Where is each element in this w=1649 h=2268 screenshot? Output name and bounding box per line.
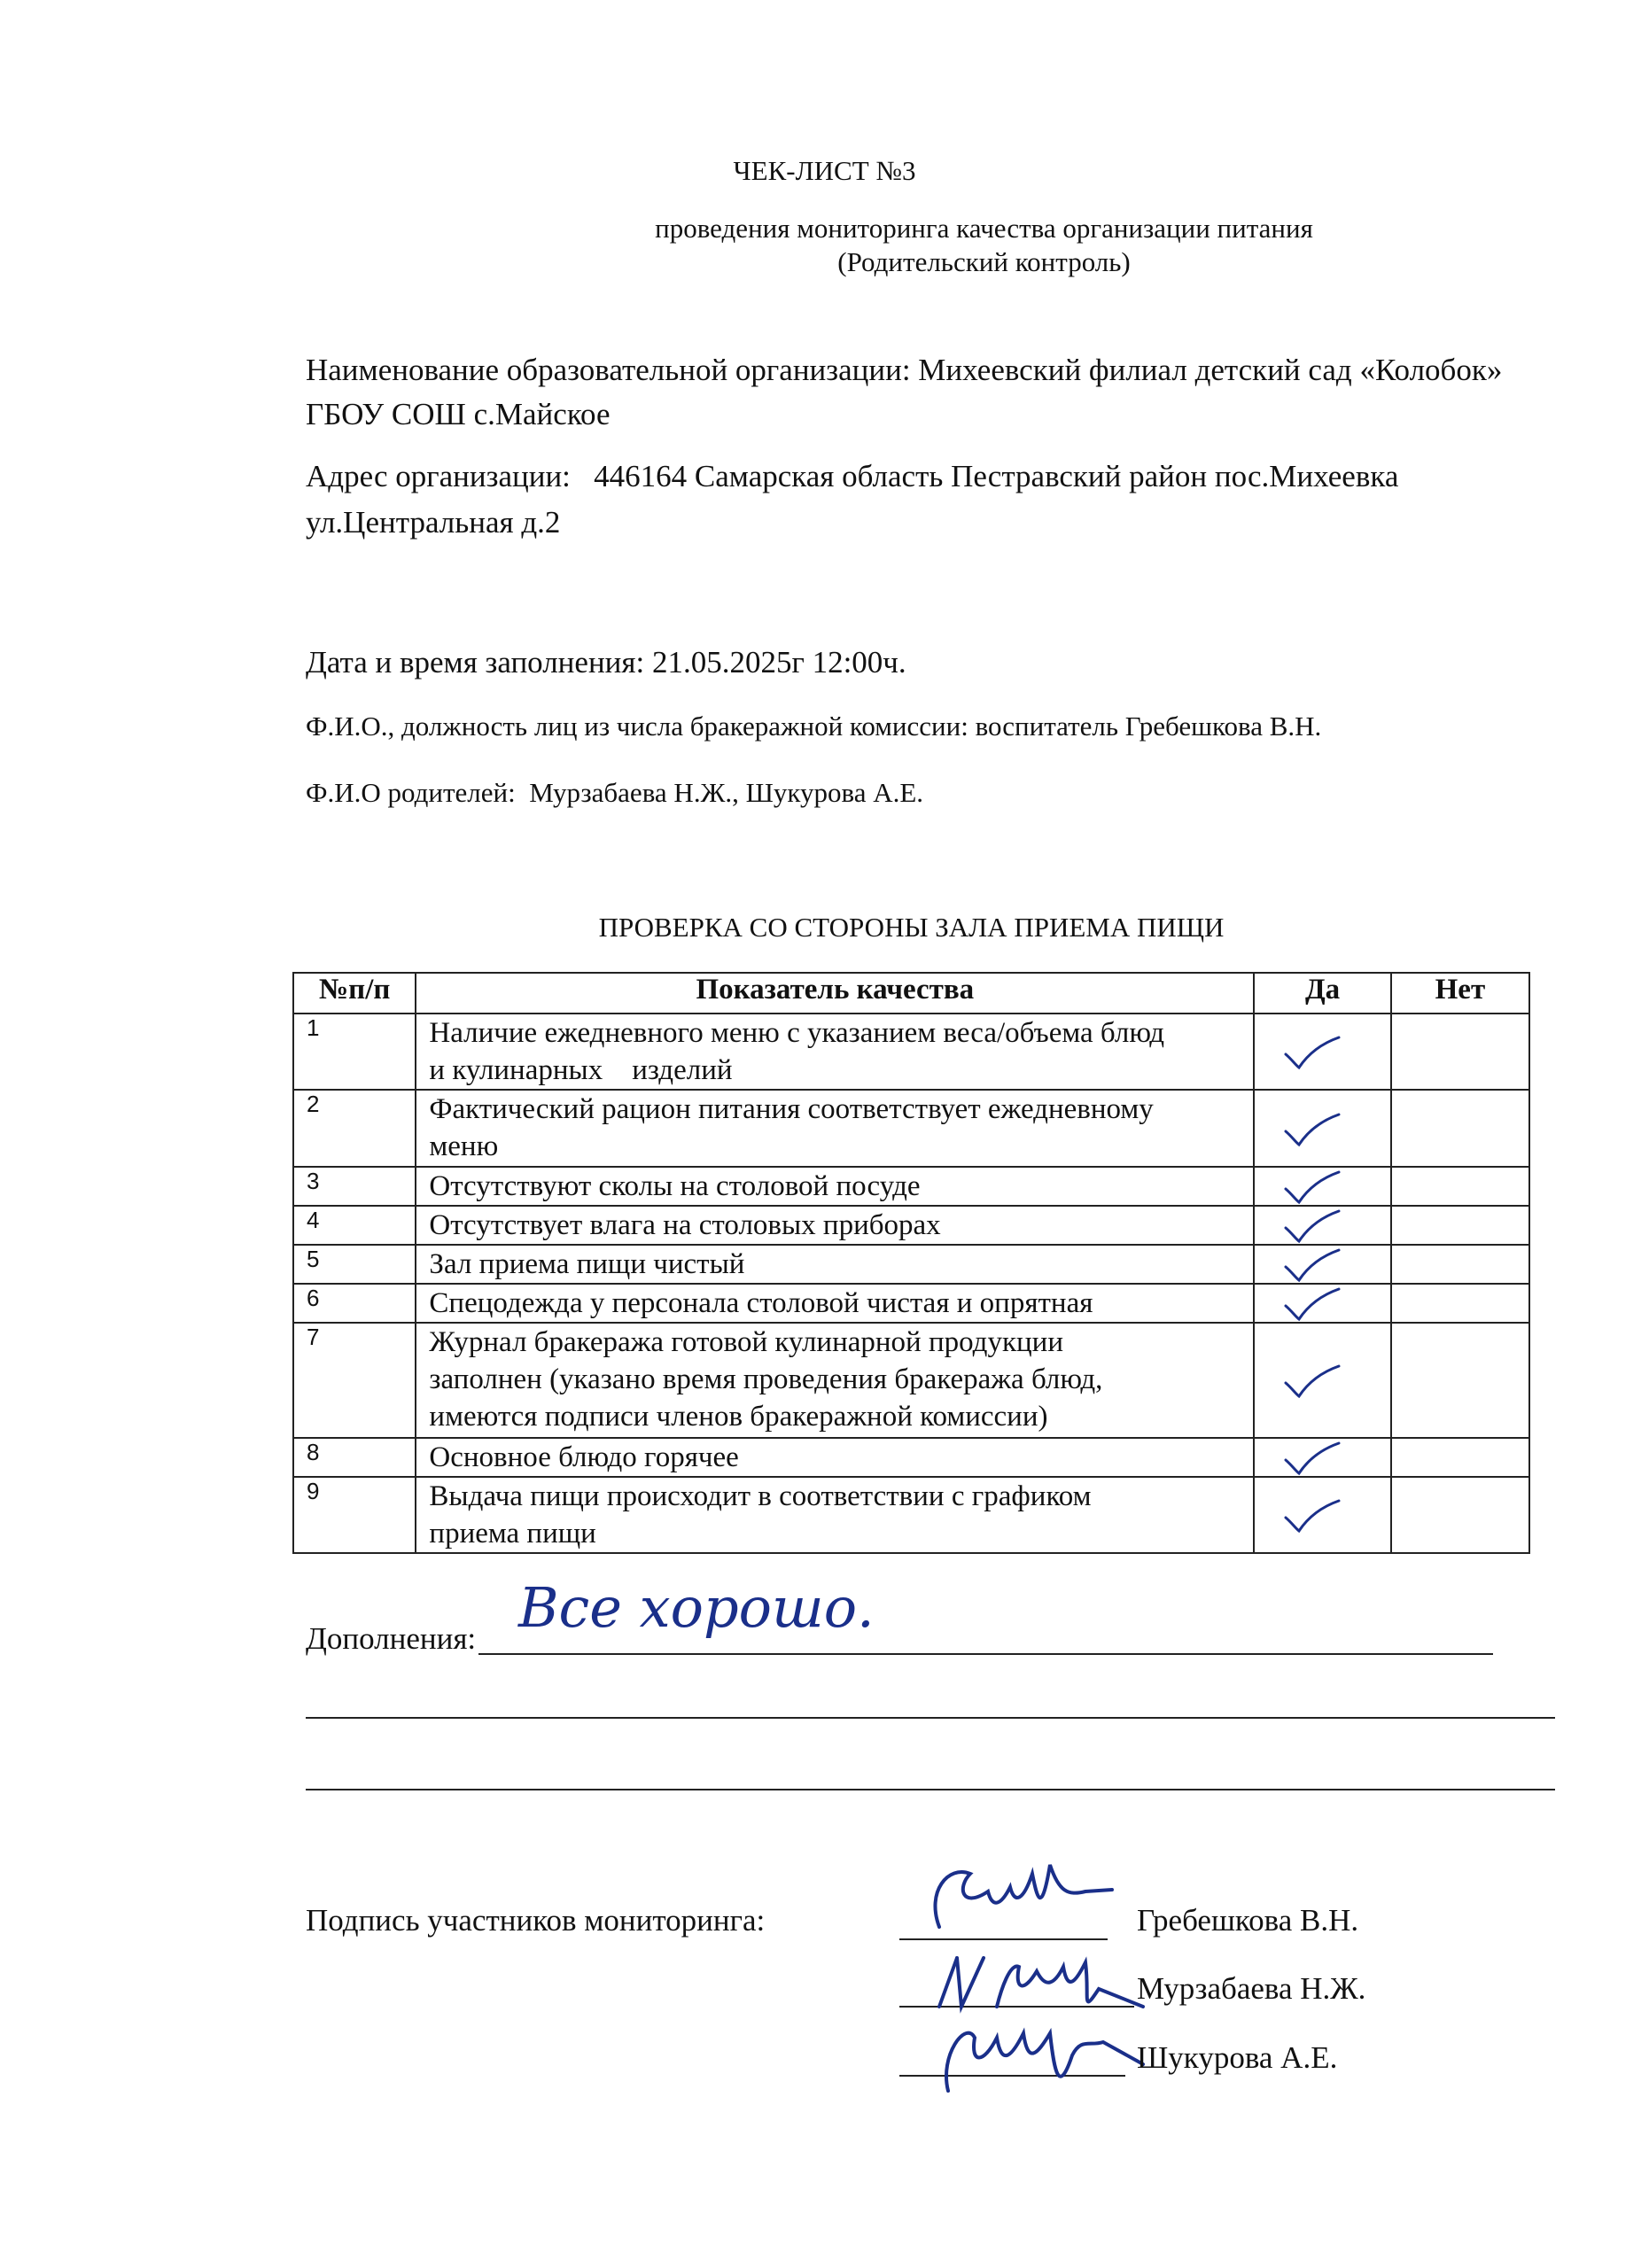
row-indicator [416,1477,1254,1553]
row-indicator [416,1284,1254,1323]
additions-label: Дополнения: [306,1621,477,1656]
parents-names: Ф.И.О родителей: Мурзабаева Н.Ж., Шукурова А.Е. [306,777,924,808]
indicator-text-line1: Основное блюдо горячее [429,1441,739,1473]
cell-yes [1254,1284,1391,1323]
checkmark-icon [1281,1441,1343,1476]
checkmark-icon [1281,1035,1343,1070]
row-number: 5 [293,1245,416,1284]
section-title: ПРОВЕРКА СО СТОРОНЫ ЗАЛА ПРИЕМА ПИЩИ [598,912,1225,943]
signer-name-3: Шукурова А.Е. [1137,2040,1338,2075]
cell-no [1391,1167,1529,1206]
row-indicator [416,1206,1254,1245]
signature-grebeshkova [908,1856,1121,1945]
table-row [293,1206,1529,1245]
row-number: 4 [293,1206,416,1245]
table-header-row [293,973,1529,1014]
indicator-text-line1: Фактический рацион питания соответствует ежедневному [429,1093,1154,1125]
table-row [293,1477,1529,1553]
indicator-text-line2: и кулинарных изделий [429,1054,733,1086]
org-name-line2: ГБОУ СОШ с.Майское [306,397,611,431]
cell-yes [1254,1477,1391,1553]
checkmark-icon [1281,1247,1343,1283]
signer-name-1: Гребешкова В.Н. [1137,1903,1359,1938]
org-name-line1: Наименование образовательной организации: Михеевский филиал детский сад «Колобок» [306,353,1503,387]
row-number: 3 [293,1167,416,1206]
checkmark-icon [1281,1363,1343,1399]
indicator-text-line1: Отсутствует влага на столовых приборах [429,1209,941,1241]
header-no: Нет [1391,973,1529,1014]
table-row [293,1284,1529,1323]
header-indicator: Показатель качества [416,973,1254,1014]
cell-no [1391,1090,1529,1167]
document-subtitle: проведения мониторинга качества организации питания [655,213,1313,244]
row-indicator [416,1090,1254,1167]
row-number: 7 [293,1323,416,1438]
cell-no [1391,1323,1529,1438]
cell-yes [1254,1206,1391,1245]
additions-handwritten-note: Все хорошо. [518,1575,875,1640]
fill-date: Дата и время заполнения: 21.05.2025г 12:00ч. [306,645,906,680]
org-address-line2: ул.Центральная д.2 [306,505,561,540]
table-row [293,1245,1529,1284]
cell-yes [1254,1090,1391,1167]
indicator-text-line1: Наличие ежедневного меню с указанием веса/объема блюд [429,1017,1165,1049]
additions-line-2 [306,1717,1555,1719]
row-number: 1 [293,1014,416,1090]
checkmark-icon [1281,1112,1343,1147]
row-indicator [416,1323,1254,1438]
cell-no [1391,1206,1529,1245]
cell-no [1391,1245,1529,1284]
cell-no [1391,1014,1529,1090]
additions-line-3 [306,1789,1555,1790]
indicator-text-line2: меню [429,1130,499,1162]
document-subtitle-2: (Родительский контроль) [837,246,1131,277]
table-row [293,1090,1529,1167]
checkmark-icon [1281,1286,1343,1322]
table-row [293,1014,1529,1090]
indicator-text-line2: приема пищи [429,1518,596,1550]
document-title: ЧЕК-ЛИСТ №3 [733,155,916,186]
cell-yes [1254,1438,1391,1477]
indicator-text-line2: заполнен (указано время проведения бракеража блюд, [429,1363,1103,1395]
row-indicator [416,1438,1254,1477]
row-indicator [416,1167,1254,1206]
checkmark-icon [1281,1498,1343,1534]
checklist-table [292,972,1530,1554]
cell-no [1391,1284,1529,1323]
additions-line-1 [478,1653,1493,1655]
row-indicator [416,1014,1254,1090]
row-number: 9 [293,1477,416,1553]
indicator-text-line1: Спецодежда у персонала столовой чистая и опрятная [429,1287,1093,1319]
row-number: 8 [293,1438,416,1477]
header-num: №п/п [293,973,416,1014]
indicator-text-line1: Зал приема пищи чистый [429,1248,745,1280]
cell-yes [1254,1323,1391,1438]
cell-yes [1254,1245,1391,1284]
row-indicator [416,1245,1254,1284]
table-row [293,1167,1529,1206]
row-number: 2 [293,1090,416,1167]
indicator-text-line1: Отсутствуют сколы на столовой посуде [429,1170,921,1202]
checkmark-icon [1281,1208,1343,1244]
org-address-line1: Адрес организации: 446164 Самарская область Пестравский район пос.Михеевка [306,459,1399,493]
checkmark-icon [1281,1169,1343,1205]
table-row [293,1323,1529,1438]
cell-no [1391,1477,1529,1553]
cell-yes [1254,1014,1391,1090]
cell-no [1391,1438,1529,1477]
indicator-text-line1: Журнал бракеража готовой кулинарной продукции [429,1326,1063,1358]
table-row [293,1438,1529,1477]
signatures-label: Подпись участников мониторинга: [306,1903,766,1938]
cell-yes [1254,1167,1391,1206]
header-yes: Да [1254,973,1391,1014]
signer-name-2: Мурзабаева Н.Ж. [1137,1971,1366,2006]
commission-members: Ф.И.О., должность лиц из числа бракеражной комиссии: воспитатель Гребешкова В.Н. [306,711,1322,742]
signature-shukurova [913,2011,1152,2109]
row-number: 6 [293,1284,416,1323]
indicator-text-line3: имеются подписи членов бракеражной комиссии) [429,1401,1048,1433]
indicator-text-line1: Выдача пищи происходит в соответствии с графиком [429,1480,1092,1512]
